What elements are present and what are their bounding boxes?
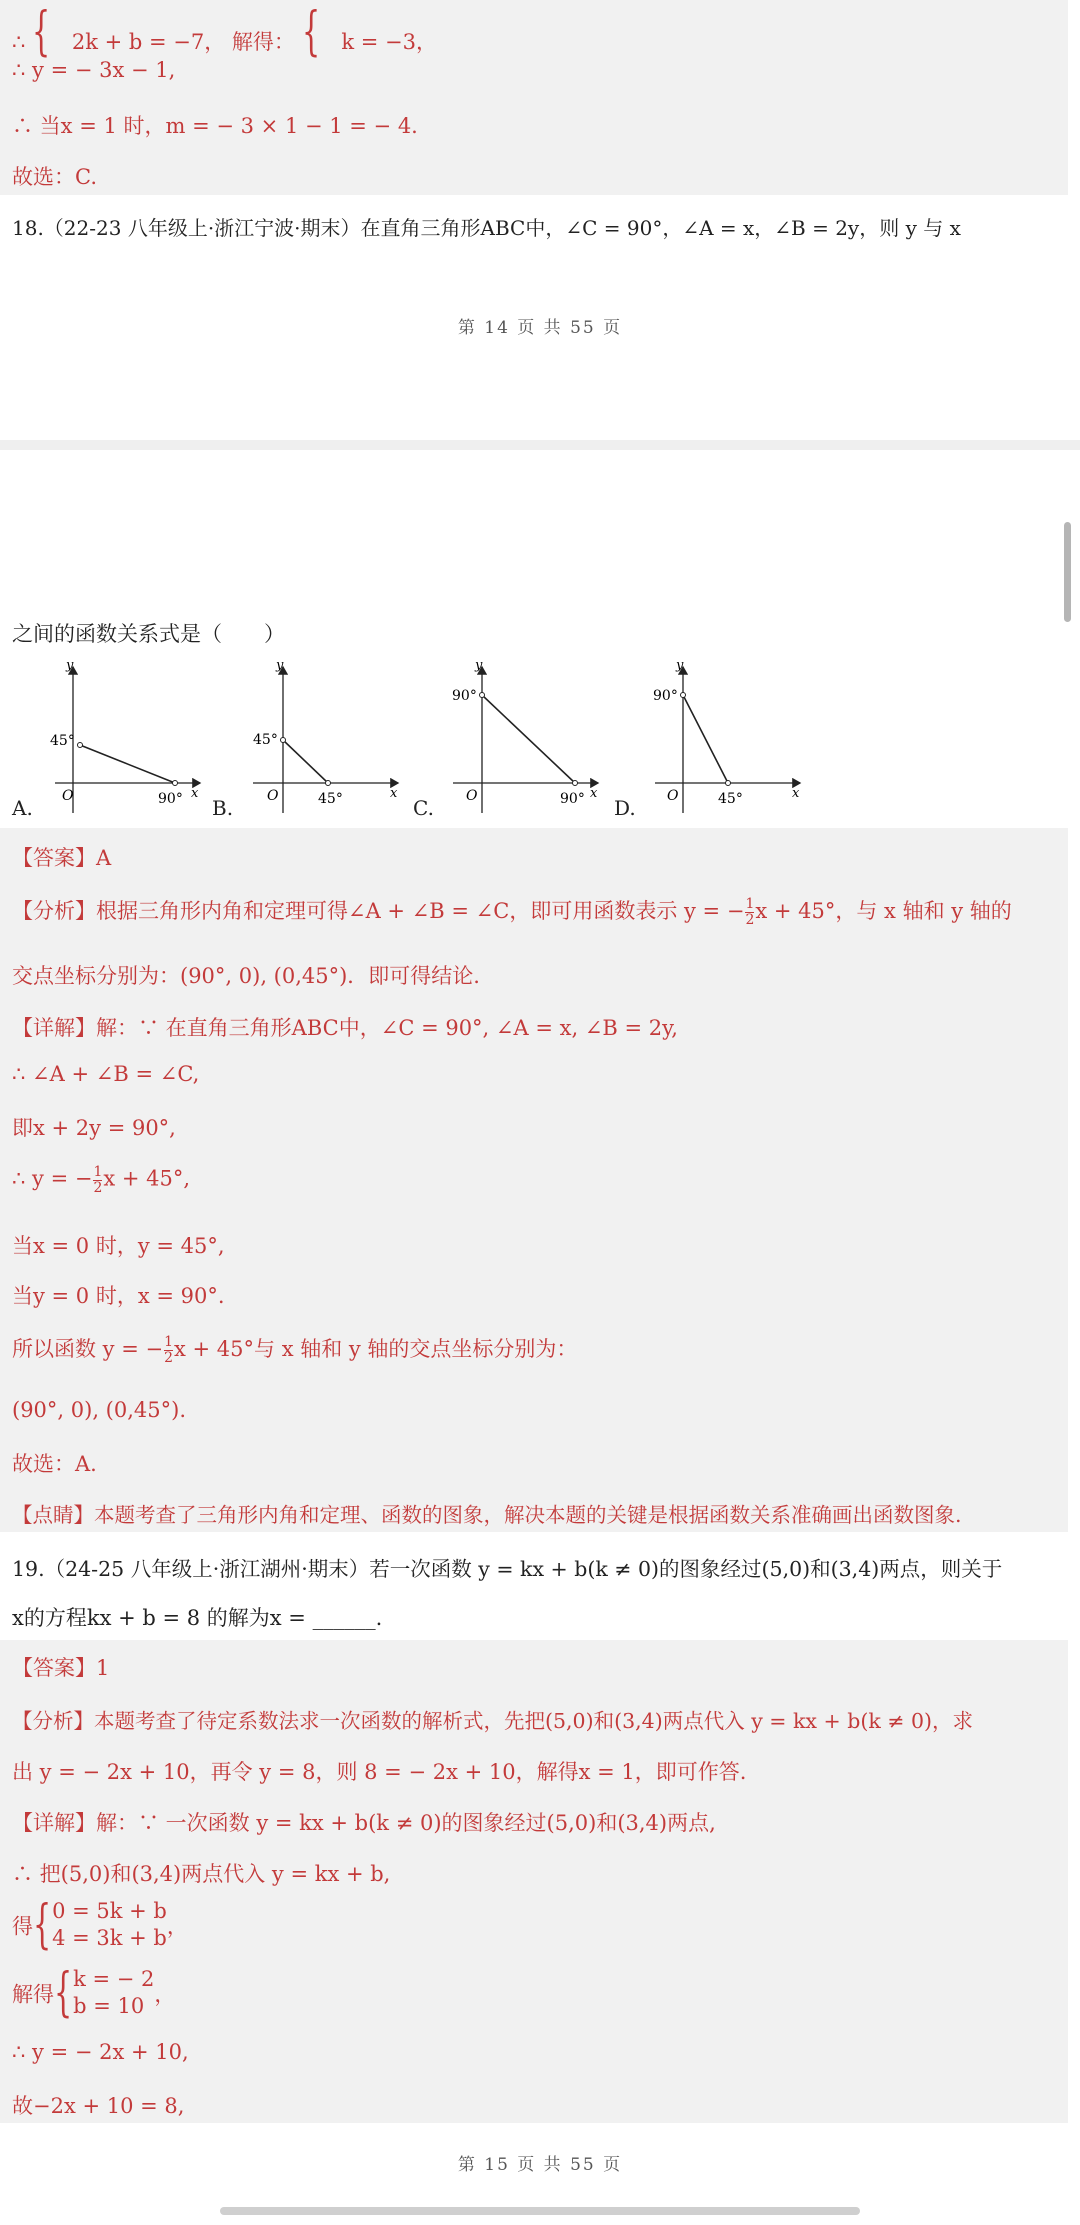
q19-analysis-line2: 出 y = − 2x + 10，再令 y = 8，则 8 = − 2x + 10，解得x = 1，即可作答. [12,1760,747,1784]
q18-detail-9: 故选：A. [12,1452,97,1476]
q18-detail-7: 所以函数 y = − $\frac{1}{2}$ x + 45°与 x 轴和 y 轴的交点坐标分别为： [12,1334,578,1366]
q19-detail-2: ∴ 把(5,0)和(3,4)两点代入 y = kx + b, [12,1862,391,1886]
origin-label: O [466,788,478,804]
y-tick-label: 45° [50,733,75,749]
page-footer-15: 第 15 页 共 55 页 [457,2155,623,2175]
q19-detail-3: ∴ y = − 2x + 10, [12,2040,189,2064]
q18-answer: 【答案】A [12,846,112,870]
axis-x-label: x [590,786,598,801]
q18-analysis-line2: 交点坐标分别为：(90°, 0), (0,45°)．即可得结论. [12,964,480,988]
q19-detail-4: 故−2x + 10 = 8, [12,2094,185,2118]
axis-x-label: x [792,786,800,801]
q19-system-2: 解得{ k = − 2 b = 10 ， [12,1963,176,2024]
origin-label: O [267,788,279,804]
option-c-label[interactable]: C. [413,796,434,820]
system-line: ∴ { 2k + b = −7， 解得： { k = −3， [12,2,438,62]
axis-y-label: y [676,658,684,673]
q18-detail-2: ∴ ∠A + ∠B = ∠C, [12,1062,200,1086]
q18-detail-8: (90°, 0), (0,45°). [12,1398,186,1422]
axis-y-label: y [276,658,284,673]
origin-label: O [667,788,679,804]
q19-answer: 【答案】1 [12,1656,110,1680]
q18-comment: 【点睛】本题考查了三角形内角和定理、函数的图象，解决本题的关键是根据函数关系准确画出函数图象. [12,1503,962,1527]
q19-stem-line1: 19.（24-25 八年级上·浙江湖州·期末）若一次函数 y = kx + b(k ≠ 0)的图象经过(5,0)和(3,4)两点，则关于 [12,1557,1003,1581]
option-b-label[interactable]: B. [212,796,234,820]
axis-x-label: x [191,786,199,801]
x-tick-label: 90° [560,791,585,807]
y-tick-label: 90° [452,688,477,704]
q18-detail-4: ∴ y = − $\frac{1}{2}$ x + 45°, [12,1164,191,1196]
q18-detail-1: 【详解】解：∵ 在直角三角形ABC中，∠C = 90°, ∠A = x, ∠B = 2y, [12,1016,678,1040]
option-d-label[interactable]: D. [614,796,636,820]
x-tick-label: 45° [718,791,743,807]
q19-detail-1: 【详解】解：∵ 一次函数 y = kx + b(k ≠ 0)的图象经过(5,0)和(3,4)两点, [12,1811,716,1835]
axis-y-label: y [66,658,74,673]
q18-stem-line1: 18.（22-23 八年级上·浙江宁波·期末）在直角三角形ABC中，∠C = 90°，∠A = x，∠B = 2y，则 y 与 x [12,216,961,240]
option-graphs [0,655,820,825]
scrollbar-thumb[interactable] [1064,522,1071,622]
q19-analysis-line1: 【分析】本题考查了待定系数法求一次函数的解析式，先把(5,0)和(3,4)两点代入 y = kx + b(k ≠ 0)，求 [12,1709,973,1733]
q19-system-1: 得{ 0 = 5k + b 4 = 3k + b ， [12,1895,188,1956]
graph-c [452,658,598,813]
q18-analysis-line1: 【分析】根据三角形内角和定理可得∠A + ∠B = ∠C，即可用函数表示 y = − $\frac{1}{2}$ x + 45°，与 x 轴和 y 轴的 [12,896,1012,928]
axis-y-label: y [475,658,483,673]
top-line-3: ∴ 当x = 1 时，m = − 3 × 1 − 1 = − 4. [12,114,418,138]
origin-label: O [62,788,74,804]
q18-detail-6: 当y = 0 时，x = 90°. [12,1284,225,1308]
q18-detail-3: 即x + 2y = 90°, [12,1116,176,1140]
page-footer-14: 第 14 页 共 55 页 [457,318,623,338]
x-tick-label: 90° [158,791,183,807]
y-tick-label: 90° [653,688,678,704]
y-tick-label: 45° [253,732,278,748]
graph-b [253,658,398,813]
home-indicator[interactable] [220,2207,860,2215]
q18-detail-5: 当x = 0 时，y = 45°, [12,1234,225,1258]
q18-stem-line2: 之间的函数关系式是（ ） [12,622,285,646]
option-a-label[interactable]: A. [12,796,33,820]
page-separator [0,440,1080,450]
top-line-4: 故选：C. [12,165,97,189]
q19-stem-line2: x的方程kx + b = 8 的解为x = ______. [12,1606,383,1630]
axis-x-label: x [390,786,398,801]
top-line-2: ∴ y = − 3x − 1, [12,58,176,82]
graph-a [50,658,200,813]
x-tick-label: 45° [318,791,343,807]
graph-d [653,658,800,813]
